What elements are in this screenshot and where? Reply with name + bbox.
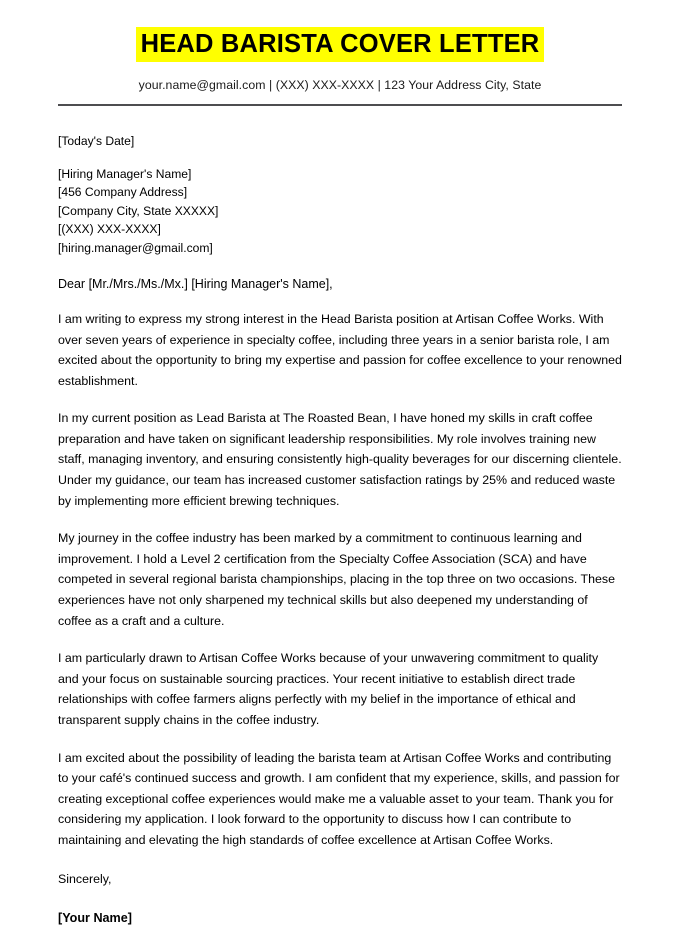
page-title: HEAD BARISTA COVER LETTER <box>136 27 545 62</box>
recipient-line: [hiring.manager@gmail.com] <box>58 240 213 255</box>
closing-line: Sincerely, <box>58 871 112 886</box>
cover-letter-page <box>0 28 680 925</box>
signature-name: [Your Name] <box>58 911 132 925</box>
body-paragraph: In my current position as Lead Barista at The Roasted Bean, I have honed my skills in craft coffee preparation and have taken on significant leadership responsibilities. My role involves training new staff, managing inventory, and ensuring consistently high-quality beverages for our discerning clientele. Under my guidance, our team has increased customer satisfaction ratings by 25% and reduced waste by implementing more efficient brewing techniques. <box>58 411 622 508</box>
contact-info-line: your.name@gmail.com | (XXX) XXX-XXXX | 123 Your Address City, State <box>138 77 542 92</box>
date-placeholder: [Today's Date] <box>58 133 135 148</box>
body-paragraph: I am writing to express my strong interest in the Head Barista position at Artisan Coffee Works. With over seven years of experience in specialty coffee, including three years in a senior barista role, I am excited about the opportunity to bring my expertise and passion for coffee excellence to your renowned establishment. <box>58 311 622 388</box>
recipient-address-block <box>58 165 622 257</box>
header-divider <box>58 104 622 106</box>
body-paragraph: My journey in the coffee industry has been marked by a commitment to continuous learning and improvement. I hold a Level 2 certification from the Specialty Coffee Association (SCA) and have competed in several regional barista championships, placing in the top three on two occasions. These experiences have not only sharpened my technical skills but also deepened my understanding of coffee as a craft and a culture. <box>58 531 615 628</box>
body-paragraph: I am excited about the possibility of leading the barista team at Artisan Coffee Works and contributing to your café's continued success and growth. I am confident that my experience, skills, and passion for creating exceptional coffee experiences would make me a valuable asset to your team. Thank you for considering my application. I look forward to the opportunity to discuss how I can contribute to maintaining and elevating the high standards of coffee excellence at Artisan Coffee Works. <box>58 750 620 847</box>
letter-body <box>58 309 622 851</box>
title-container <box>58 28 622 62</box>
salutation-line: Dear [Mr./Mrs./Ms./Mx.] [Hiring Manager's Name], <box>58 276 333 291</box>
recipient-line: [Hiring Manager's Name] <box>58 167 192 182</box>
recipient-line: [456 Company Address] <box>58 185 188 200</box>
recipient-line: [Company City, State XXXXX] <box>58 203 219 218</box>
recipient-line: [(XXX) XXX-XXXX] <box>58 222 161 237</box>
letter-heading-block <box>58 132 622 257</box>
body-paragraph: I am particularly drawn to Artisan Coffee Works because of your unwavering commitment to quality and your focus on sustainable sourcing practices. Your recent initiative to establish direct trade relationships with coffee farmers aligns perfectly with my belief in the importance of ethical and transparent supply chains in the coffee industry. <box>58 651 599 727</box>
